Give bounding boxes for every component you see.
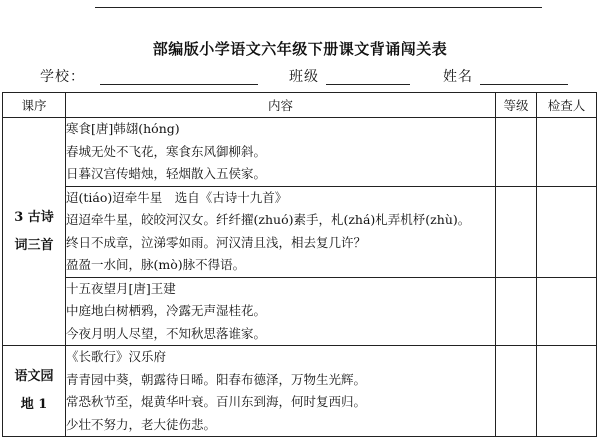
- header-content: 内容: [66, 93, 496, 118]
- table-row: [3, 186, 597, 277]
- poem-title: 《长歌行》汉乐府: [66, 349, 167, 364]
- grade-cell[interactable]: [496, 277, 537, 346]
- header-grade: 等级: [496, 93, 537, 118]
- poem-cell: [66, 186, 496, 277]
- poem-line: 青青园中葵，朝露待日晞。阳春布德泽，万物生光辉。: [66, 371, 367, 387]
- poem-line: 春城无处不飞花，寒食东风御柳斜。: [66, 143, 267, 159]
- header-row: [3, 93, 597, 118]
- lesson-label-line: 3 古诗: [14, 209, 54, 225]
- poem-line: 盈盈一水间，脉(mò)脉不得语。: [66, 257, 246, 272]
- recitation-table: [2, 92, 597, 437]
- header-lesson: 课序: [3, 93, 66, 118]
- checker-cell[interactable]: [537, 346, 597, 437]
- grade-cell[interactable]: [496, 118, 537, 187]
- checker-cell[interactable]: [537, 186, 597, 277]
- lesson-cell: [3, 118, 66, 346]
- poem-line: 迢迢牵牛星，皎皎河汉女。纤纤擢(zhuó)素手，札(zhá)札弄机杼(zhù)。: [66, 212, 471, 227]
- poem-title: 寒食[唐]韩翃(hóng): [66, 121, 180, 136]
- class-label: 班级: [289, 69, 319, 85]
- name-label: 姓名: [443, 69, 473, 85]
- poem-line: 中庭地白树栖鸦，冷露无声湿桂花。: [66, 303, 267, 318]
- poem-title: 迢(tiáo)迢牵牛星 选自《古诗十九首》: [66, 189, 288, 205]
- school-label: 学校：: [40, 69, 85, 85]
- table-row: [3, 346, 597, 437]
- poem-line: 今夜月明人尽望，不知秋思落谁家。: [66, 325, 267, 341]
- table-row: [3, 118, 597, 187]
- lesson-label-line: 地 1: [20, 397, 48, 412]
- class-blank[interactable]: [326, 84, 410, 85]
- poem-line: 少壮不努力，老大徒伤悲。: [66, 416, 217, 432]
- name-blank[interactable]: [480, 84, 568, 85]
- poem-line: 日暮汉宫传蜡烛，轻烟散入五侯家。: [66, 166, 267, 181]
- lesson-label-line: 词三首: [14, 237, 54, 253]
- top-rule: [95, 7, 542, 8]
- checker-cell[interactable]: [537, 118, 597, 187]
- poem-title: 十五夜望月[唐]王建: [66, 280, 176, 296]
- poem-cell: [66, 118, 496, 187]
- grade-cell[interactable]: [496, 346, 537, 437]
- lesson-label-line: 语文园: [14, 369, 54, 384]
- table-row: [3, 277, 597, 346]
- header-checker: 检查人: [537, 93, 597, 118]
- checker-cell[interactable]: [537, 277, 597, 346]
- poem-line: 终日不成章，泣涕零如雨。河汉清且浅，相去复几许？: [66, 234, 367, 250]
- page-title: 部编版小学语文六年级下册课文背诵闯关表: [152, 40, 448, 58]
- poem-cell: [66, 277, 496, 346]
- lesson-cell: [3, 346, 66, 437]
- poem-cell: [66, 346, 496, 437]
- poem-line: 常恐秋节至，焜黄华叶衰。百川东到海，何时复西归。: [66, 394, 367, 409]
- school-blank[interactable]: [100, 84, 258, 85]
- grade-cell[interactable]: [496, 186, 537, 277]
